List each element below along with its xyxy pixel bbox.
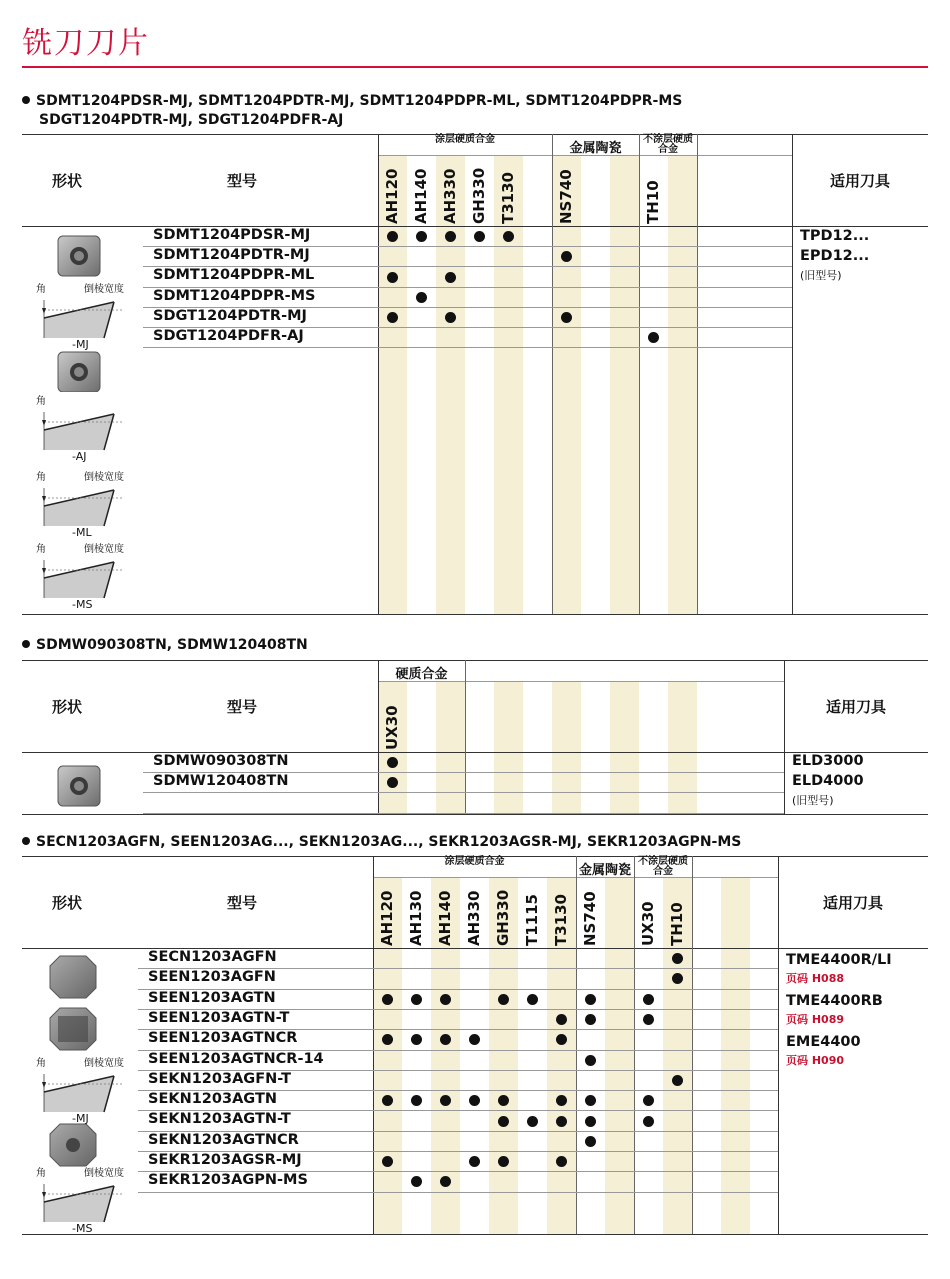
bullet-icon (22, 640, 30, 648)
title-rule (22, 66, 928, 68)
grade-band (721, 878, 750, 1234)
model-cell: SEEN1203AGTN-T (148, 1009, 290, 1026)
insert-image (48, 1122, 100, 1168)
availability-dot (498, 1116, 509, 1127)
grade-column-label: AH120 (383, 168, 401, 224)
availability-dot (445, 272, 456, 283)
edge-diagram (34, 392, 134, 462)
insert-image (48, 1006, 100, 1052)
land-width-label: 倒棱宽度 (84, 1058, 124, 1069)
model-cell: SEEN1203AGFN (148, 969, 276, 986)
section-1-table (22, 134, 928, 614)
model-cell: SEKR1203AGSR-MJ (148, 1152, 302, 1168)
model-cell: SDMW120408TN (153, 773, 289, 790)
table-bottom-rule (22, 614, 928, 615)
availability-dot (643, 1095, 654, 1106)
row-rule (143, 813, 784, 814)
availability-dot (474, 231, 485, 242)
grade-column-label: AH140 (412, 168, 430, 224)
grade-left-rule (373, 856, 374, 1234)
tool-name: ELD3000 (792, 753, 864, 769)
angle-label: 角 (36, 284, 46, 295)
bullet-icon (22, 837, 30, 845)
shape-header: 形状 (51, 172, 82, 190)
tool-name: EPD12... (800, 248, 870, 264)
grade-group-label: 涂层硬质合金 (435, 134, 495, 145)
group-separator (634, 856, 635, 1234)
availability-dot (469, 1034, 480, 1045)
group-separator (697, 134, 698, 614)
grade-band (605, 878, 634, 1234)
edge-diagram (34, 1054, 134, 1124)
grade-column-label: UX30 (383, 705, 401, 750)
availability-dot (585, 1136, 596, 1147)
angle-label: 角 (36, 472, 46, 483)
section-1-title: SDMT1204PDSR-MJ, SDMT1204PDTR-MJ, SDMT1204PDPR-ML, SDMT1204PDPR-MS SDGT1204PDTR-MJ, SDGT1204PDFR-AJ (22, 92, 682, 130)
insert-image (56, 764, 102, 808)
availability-dot (643, 994, 654, 1005)
page-reference: 页码 H089 (786, 1013, 844, 1026)
availability-dot (585, 1014, 596, 1025)
availability-dot (469, 1156, 480, 1167)
grade-column-label: AH130 (407, 890, 425, 946)
row-rule (138, 1192, 778, 1193)
availability-dot (411, 994, 422, 1005)
chipbreaker-suffix: -AJ (72, 450, 87, 463)
availability-dot (387, 272, 398, 283)
grade-column-label: TH10 (668, 902, 686, 946)
grade-column-label: TH10 (644, 180, 662, 224)
insert-image (56, 350, 102, 392)
availability-dot (585, 1116, 596, 1127)
availability-dot (527, 994, 538, 1005)
row-rule (143, 792, 784, 793)
tool-left-rule (792, 134, 793, 614)
group-separator (692, 856, 693, 1234)
grade-group-label: 硬质合金 (395, 667, 448, 682)
section-2-table (22, 660, 928, 814)
land-width-label: 倒棱宽度 (84, 1168, 124, 1179)
chipbreaker-suffix: -MS (72, 1222, 93, 1235)
edge-diagram (34, 280, 134, 350)
grade-band (436, 156, 465, 614)
page-reference: 页码 H090 (786, 1054, 844, 1067)
availability-dot (556, 1014, 567, 1025)
grade-column-label: AH120 (378, 890, 396, 946)
model-header: 型号 (226, 894, 257, 912)
grade-band (610, 682, 639, 814)
angle-label: 角 (36, 396, 46, 407)
grade-band (552, 682, 581, 814)
availability-dot (585, 994, 596, 1005)
grade-band (668, 156, 697, 614)
page-title: 铣刀刀片 (22, 26, 150, 61)
grade-column-label: NS740 (557, 169, 575, 224)
group-separator (639, 134, 640, 614)
availability-dot (498, 994, 509, 1005)
grade-band (436, 682, 465, 814)
grade-group-label: 不涂层硬质合金 (643, 134, 693, 155)
tool-name: ELD4000 (792, 773, 864, 789)
model-cell: SDGT1204PDTR-MJ (153, 307, 307, 324)
availability-dot (416, 231, 427, 242)
bullet-icon (22, 96, 30, 104)
model-cell: SEKN1203AGFN-T (148, 1070, 292, 1087)
land-width-label: 倒棱宽度 (84, 544, 124, 555)
availability-dot (672, 1075, 683, 1086)
availability-dot (416, 292, 427, 303)
availability-dot (382, 994, 393, 1005)
grade-group-label: 涂层硬质合金 (444, 856, 505, 867)
availability-dot (440, 994, 451, 1005)
grade-group-label: 金属陶瓷 (569, 141, 622, 156)
grade-column-label: NS740 (581, 891, 599, 946)
grade-column-label: AH140 (436, 890, 454, 946)
tools-header: 适用刀具 (829, 172, 890, 190)
grade-left-rule (378, 660, 379, 814)
availability-dot (387, 312, 398, 323)
availability-dot (556, 1116, 567, 1127)
model-cell: SEKN1203AGTNCR (148, 1131, 299, 1148)
edge-diagram (34, 468, 134, 538)
model-cell: SEEN1203AGTNCR-14 (148, 1050, 324, 1067)
availability-dot (643, 1116, 654, 1127)
grade-band (494, 156, 523, 614)
tool-name: EME4400 (786, 1034, 861, 1050)
grade-band (668, 682, 697, 814)
grade-column-label: GH330 (470, 167, 488, 224)
group-separator (576, 856, 577, 1234)
group-separator (552, 134, 553, 614)
angle-label: 角 (36, 1168, 46, 1179)
grade-column-label: GH330 (494, 889, 512, 946)
table-bottom-rule (22, 1234, 928, 1235)
chipbreaker-suffix: -MJ (72, 338, 89, 351)
model-cell: SEEN1203AGTNCR (148, 1030, 298, 1047)
table-bottom-rule (22, 814, 928, 815)
land-width-label: 倒棱宽度 (84, 472, 124, 483)
grade-column-label: T1115 (523, 894, 541, 946)
availability-dot (469, 1095, 480, 1106)
model-cell: SEKR1203AGPN-MS (148, 1172, 308, 1189)
chipbreaker-suffix: -ML (72, 526, 92, 539)
availability-dot (561, 312, 572, 323)
page-reference: 页码 H088 (786, 972, 844, 985)
tool-left-rule (784, 660, 785, 814)
grade-band (610, 156, 639, 614)
tool-name: TME4400R/LI (786, 952, 892, 968)
model-header: 型号 (226, 172, 257, 190)
model-header: 型号 (226, 698, 257, 716)
model-cell: SDMT1204PDTR-MJ (153, 247, 310, 264)
model-cell: SDMT1204PDSR-MJ (153, 227, 311, 243)
model-cell: SDMT1204PDPR-ML (153, 267, 315, 284)
grade-left-rule (378, 134, 379, 614)
tool-name: TME4400RB (786, 993, 883, 1009)
availability-dot (585, 1095, 596, 1106)
model-cell: SECN1203AGFN (148, 949, 277, 965)
shape-header: 形状 (51, 894, 82, 912)
section-2-title: SDMW090308TN, SDMW120408TN (22, 636, 308, 655)
tool-note: (旧型号) (792, 794, 834, 807)
model-cell: SDMT1204PDPR-MS (153, 287, 316, 304)
chipbreaker-suffix: -MS (72, 598, 93, 611)
grade-column-label: T3130 (552, 894, 570, 946)
table-top-rule (22, 660, 928, 661)
availability-dot (445, 312, 456, 323)
edge-diagram (34, 540, 134, 610)
row-rule (143, 347, 792, 348)
grade-group-label: 金属陶瓷 (578, 863, 631, 878)
insert-image (48, 954, 100, 1000)
availability-dot (411, 1176, 422, 1187)
tools-header: 适用刀具 (822, 894, 883, 912)
grade-band (552, 156, 581, 614)
tool-note: (旧型号) (800, 269, 842, 282)
grade-column-label: T3130 (499, 172, 517, 224)
tools-header: 适用刀具 (825, 698, 886, 716)
chipbreaker-suffix: -MJ (72, 1112, 89, 1125)
model-cell: SEKN1203AGTN (148, 1091, 277, 1108)
tool-name: TPD12... (800, 228, 870, 244)
grade-band (494, 682, 523, 814)
model-cell: SDMW090308TN (153, 753, 289, 769)
grade-group-label: 不涂层硬质合金 (638, 856, 688, 877)
model-cell: SEEN1203AGTN (148, 989, 276, 1006)
availability-dot (411, 1034, 422, 1045)
grade-column-label: UX30 (639, 901, 657, 946)
shape-header: 形状 (51, 698, 82, 716)
section-3-title: SECN1203AGFN, SEEN1203AG..., SEKN1203AG..., SEKR1203AGSR-MJ, SEKR1203AGPN-MS (22, 833, 741, 852)
group-separator (465, 660, 466, 814)
land-width-label: 倒棱宽度 (84, 284, 124, 295)
angle-label: 角 (36, 544, 46, 555)
model-cell: SEKN1203AGTN-T (148, 1111, 291, 1128)
availability-dot (643, 1014, 654, 1025)
availability-dot (411, 1095, 422, 1106)
insert-image (56, 234, 106, 280)
availability-dot (648, 332, 659, 343)
availability-dot (585, 1055, 596, 1066)
grade-column-label: AH330 (441, 168, 459, 224)
angle-label: 角 (36, 1058, 46, 1069)
grade-band (378, 156, 407, 614)
edge-diagram (34, 1164, 134, 1234)
grade-column-label: AH330 (465, 890, 483, 946)
section-3-table (22, 856, 928, 1236)
model-cell: SDGT1204PDFR-AJ (153, 328, 304, 344)
availability-dot (527, 1116, 538, 1127)
